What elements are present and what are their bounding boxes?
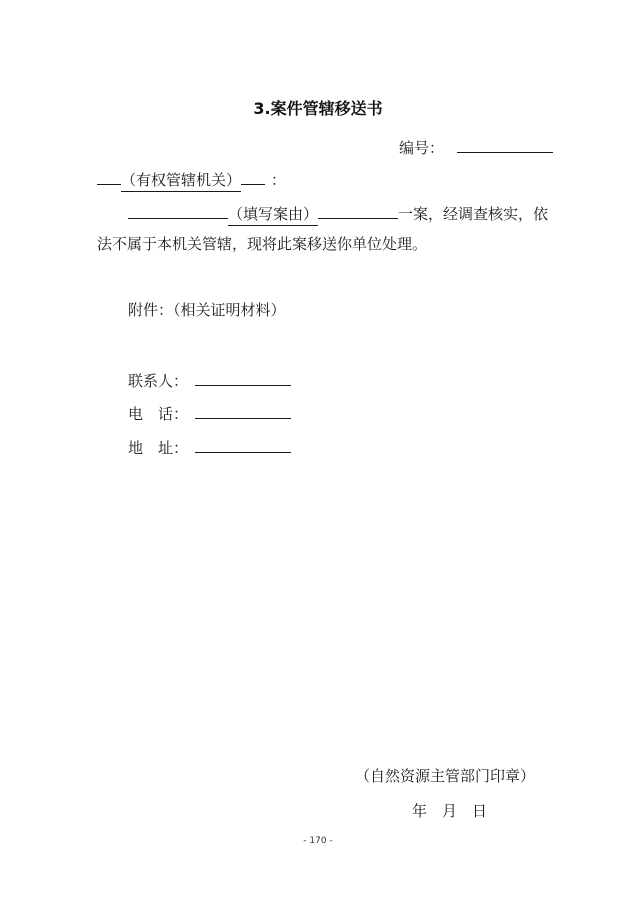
body-line-1-tail: 一案，经调查核实，依 (398, 205, 549, 223)
addressee-row (97, 168, 286, 190)
document-title: 3.案件管辖移送书 (253, 99, 383, 118)
number-blank (457, 136, 553, 153)
reason-underline-right (318, 202, 398, 219)
address-label: 地 址： (128, 439, 189, 457)
phone-blank (195, 402, 291, 419)
attachment-text: （相关证明材料） (173, 301, 286, 319)
attachment-label: 附件： (128, 301, 174, 319)
addressee-underline-right (241, 168, 265, 185)
address-blank (195, 436, 291, 453)
reason-placeholder: （填写案由） (228, 205, 318, 226)
contact-row (128, 369, 291, 391)
attachment-row (128, 300, 286, 320)
page-number: - 170 - (303, 836, 333, 846)
body-line-2: 法不属于本机关管辖，现将此案移送你单位处理。 (97, 235, 428, 253)
number-label: 编号： (399, 139, 445, 157)
body-line-1 (128, 202, 548, 224)
addressee-underline-left (97, 168, 121, 185)
reason-underline-left (128, 202, 228, 219)
address-row (128, 436, 291, 458)
contact-blank (195, 369, 291, 386)
contact-label: 联系人： (128, 372, 189, 390)
seal-text: （自然资源主管部门印章） (355, 767, 536, 785)
phone-row (128, 402, 291, 424)
number-row (399, 136, 553, 158)
date-text: 年 月 日 (412, 802, 488, 820)
addressee-placeholder: （有权管辖机关） (121, 171, 241, 192)
addressee-colon: ： (271, 171, 287, 189)
phone-label: 电 话： (128, 405, 189, 423)
